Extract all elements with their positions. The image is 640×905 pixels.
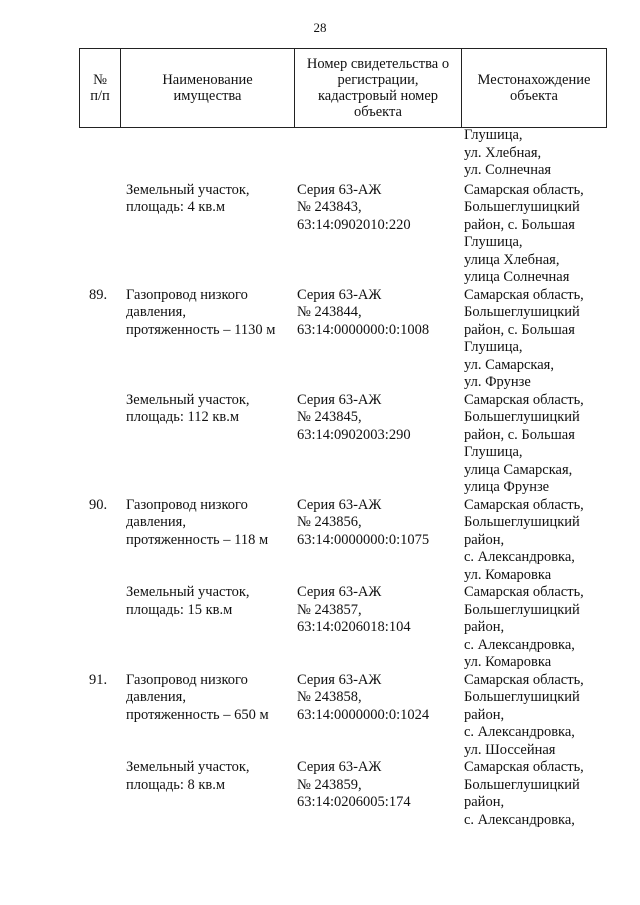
row-certificate-line: Серия 63-АЖ (297, 286, 382, 303)
row-location-line: с. Александровка, (464, 724, 575, 740)
row-location (464, 497, 604, 585)
row-certificate-line: № 243843, (297, 199, 362, 215)
row-name (126, 287, 291, 340)
header-cert (295, 49, 462, 128)
row-certificate-line: № 243856, (297, 514, 362, 530)
header-cert-line: Номер свидетельства о (306, 56, 450, 72)
row-location-line: Большеглушицкий (464, 199, 580, 215)
row-location-line: Большеглушицкий (464, 689, 580, 705)
row-location (464, 127, 604, 180)
row-name-line: давления, (126, 514, 186, 530)
row-certificate-line: 63:14:0902003:290 (297, 426, 411, 443)
row-location-line: Большеглушицкий (464, 409, 580, 425)
row-name-line: протяженность – 118 м (126, 531, 269, 548)
row-location (464, 759, 604, 829)
row-name-line: Газопровод низкого (126, 286, 248, 303)
table-row (0, 182, 640, 287)
row-location-line: Большеглушицкий (464, 514, 580, 530)
row-location-line: район, с. Большая (464, 426, 575, 443)
header-name-line: Наименование (162, 72, 253, 88)
row-certificate-line: Серия 63-АЖ (297, 391, 382, 408)
row-name (126, 584, 291, 619)
table-row (0, 497, 640, 585)
row-location-line: район, (464, 706, 505, 723)
row-certificate-line: 63:14:0206018:104 (297, 619, 411, 635)
table-body (0, 127, 640, 829)
row-location-line: Глушица, (464, 339, 523, 355)
row-certificate (297, 584, 457, 637)
row-location-line: с. Александровка, (464, 636, 575, 653)
row-location-line: улица Хлебная, (464, 251, 560, 268)
row-name (126, 759, 291, 794)
row-location-line: Большеглушицкий (464, 601, 580, 618)
table-header (79, 48, 607, 128)
row-certificate-line: Серия 63-АЖ (297, 759, 382, 775)
header-cert-line: регистрации, (337, 72, 419, 88)
row-location-line: Глушица, (464, 127, 523, 143)
row-location-line: Самарская область, (464, 286, 584, 303)
row-name-line: Земельный участок, (126, 391, 250, 408)
header-name (121, 49, 295, 128)
row-location-line: Самарская область, (464, 181, 584, 198)
row-name-line: площадь: 15 кв.м (126, 601, 233, 618)
row-certificate-line: № 243859, (297, 776, 362, 793)
row-location-line: ул. Хлебная, (464, 144, 542, 161)
row-certificate-line: 63:14:0206005:174 (297, 794, 411, 810)
row-location-line: улица Фрунзе (464, 479, 550, 495)
row-name-line: Земельный участок, (126, 759, 250, 775)
row-location (464, 392, 604, 497)
row-location-line: с. Александровка, (464, 811, 575, 828)
table-row (0, 127, 640, 180)
table-row (0, 287, 640, 392)
row-certificate-line: № 243845, (297, 409, 362, 425)
header-location-line: объекта (509, 88, 558, 104)
header-location-line: Местонахождение (477, 72, 591, 88)
header-num (80, 49, 121, 128)
row-number: 90. (88, 496, 108, 513)
page-number: 28 (313, 20, 327, 35)
row-location-line: Самарская область, (464, 671, 584, 688)
row-name-line: Земельный участок, (126, 181, 250, 198)
row-name-line: площадь: 4 кв.м (126, 199, 226, 215)
row-certificate-line: 63:14:0000000:0:1024 (297, 706, 430, 723)
row-location-line: район, (464, 794, 505, 810)
row-name-line: Газопровод низкого (126, 671, 248, 688)
row-name-line: площадь: 8 кв.м (126, 776, 226, 793)
row-location-line: с. Александровка, (464, 549, 575, 565)
row-location-line: Самарская область, (464, 584, 584, 600)
row-certificate-line: Серия 63-АЖ (297, 496, 382, 513)
row-location-line: район, (464, 531, 505, 548)
row-name (126, 672, 291, 725)
row-location-line: ул. Солнечная (464, 162, 552, 178)
row-location-line: улица Солнечная (464, 269, 570, 285)
row-location-line: Самарская область, (464, 391, 584, 408)
row-certificate (297, 392, 457, 445)
header-location (462, 49, 607, 128)
row-name-line: Земельный участок, (126, 584, 250, 600)
row-location-line: Глушица, (464, 234, 523, 250)
header-name-line: имущества (173, 88, 242, 104)
row-location-line: улица Самарская, (464, 461, 573, 478)
row-location (464, 287, 604, 392)
row-location (464, 584, 604, 672)
row-name-line: давления, (126, 304, 186, 320)
row-name (126, 497, 291, 550)
row-location-line: ул. Шоссейная (464, 741, 556, 758)
row-location-line: ул. Фрунзе (464, 374, 531, 390)
row-location-line: район, с. Большая (464, 216, 575, 233)
row-location-line: район, с. Большая (464, 321, 575, 338)
row-location-line: ул. Самарская, (464, 356, 554, 373)
row-location-line: Большеглушицкий (464, 304, 580, 320)
row-certificate-line: Серия 63-АЖ (297, 181, 382, 198)
row-name (126, 392, 291, 427)
row-certificate-line: Серия 63-АЖ (297, 584, 382, 600)
row-certificate (297, 182, 457, 235)
row-location-line: ул. Комаровка (464, 654, 552, 670)
table-row (0, 759, 640, 829)
row-location (464, 182, 604, 287)
row-name-line: площадь: 112 кв.м (126, 409, 240, 425)
row-certificate-line: 63:14:0000000:0:1075 (297, 531, 430, 548)
row-number: 91. (88, 671, 108, 688)
row-name-line: давления, (126, 689, 186, 705)
row-location-line: Самарская область, (464, 759, 584, 775)
row-certificate-line: 63:14:0902010:220 (297, 216, 411, 233)
row-location-line: ул. Комаровка (464, 566, 552, 583)
row-name (126, 182, 291, 217)
table-row (0, 584, 640, 672)
row-certificate-line: Серия 63-АЖ (297, 671, 382, 688)
row-name-line: протяженность – 650 м (126, 706, 269, 723)
row-certificate (297, 287, 457, 340)
row-location (464, 672, 604, 760)
header-num-line: п/п (90, 88, 110, 104)
table-row (0, 672, 640, 760)
row-location-line: Самарская область, (464, 496, 584, 513)
row-certificate (297, 497, 457, 550)
row-certificate-line: № 243844, (297, 304, 362, 320)
row-certificate-line: № 243858, (297, 689, 362, 705)
row-name-line: Газопровод низкого (126, 496, 248, 513)
row-certificate (297, 759, 457, 812)
header-num-line: № (93, 72, 107, 88)
row-location-line: район, (464, 619, 505, 635)
row-location-line: Большеглушицкий (464, 776, 580, 793)
row-certificate-line: № 243857, (297, 601, 362, 618)
table-row (0, 392, 640, 497)
row-number: 89. (88, 286, 108, 303)
row-certificate (297, 672, 457, 725)
row-name-line: протяженность – 1130 м (126, 321, 276, 338)
header-cert-line: кадастровый номер (317, 88, 439, 104)
row-certificate-line: 63:14:0000000:0:1008 (297, 321, 430, 338)
header-cert-line: объекта (353, 104, 402, 120)
row-location-line: Глушица, (464, 444, 523, 460)
